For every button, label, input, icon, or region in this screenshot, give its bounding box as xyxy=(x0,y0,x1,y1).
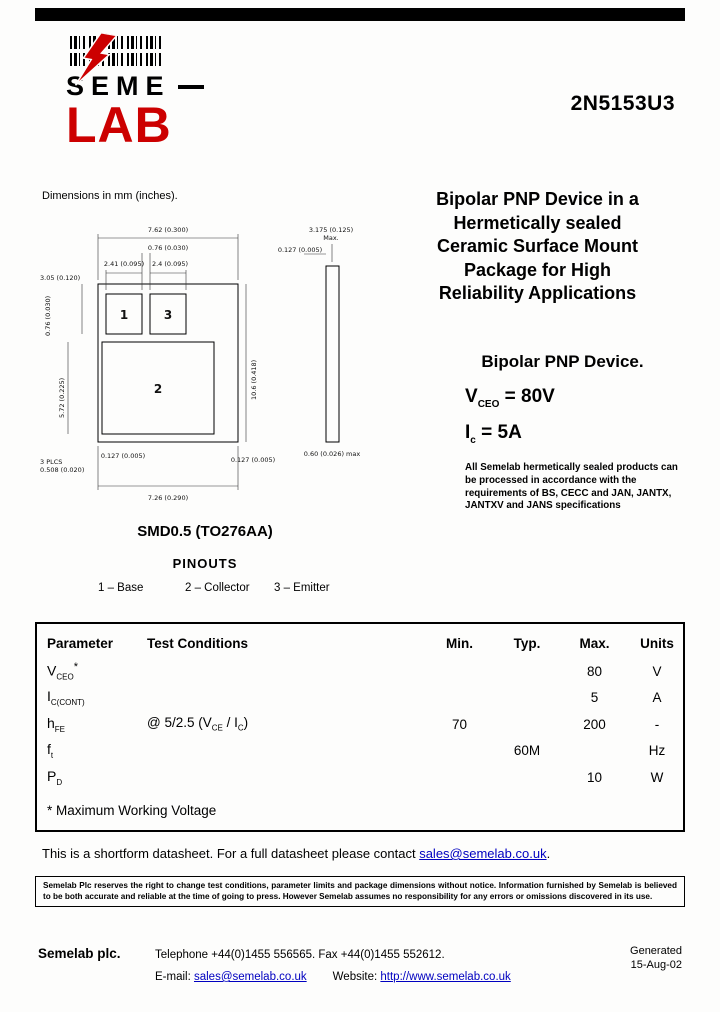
spec-vceo-value: = 80V xyxy=(504,386,555,407)
param-cell xyxy=(37,764,137,791)
doc-title-line: Reliability Applications xyxy=(438,283,637,303)
part-number: 2N5153U3 xyxy=(570,92,675,115)
col-header-conditions: Test Conditions xyxy=(147,635,248,651)
param-superscript: * xyxy=(73,661,78,674)
footer-email-label: E-mail: xyxy=(155,971,194,983)
conditions-cell xyxy=(137,711,427,738)
param-subscript: t xyxy=(50,751,54,761)
footer-company: Semelab plc. xyxy=(38,946,121,961)
condition-subscript: C xyxy=(237,724,244,734)
pad3-label: 3 xyxy=(163,308,173,322)
table-header-row xyxy=(37,628,687,658)
table-row xyxy=(37,764,687,791)
col-header-typ: Typ. xyxy=(513,635,541,651)
param-symbol: h xyxy=(47,714,55,731)
qualification-note: All Semelab hermetically sealed products can be processed in accordance with the requirements of BS, CECC and JAN, JANTX, JANTXV and JANS specifications xyxy=(465,462,678,512)
spec-ic-symbol: I xyxy=(465,422,471,443)
package-drawing xyxy=(38,206,368,508)
generated-date: 15-Aug-02 xyxy=(630,959,682,971)
max-cell: 80 xyxy=(586,663,603,679)
param-symbol: V xyxy=(47,662,57,679)
footer-phone: Telephone +44(0)1455 556565. Fax +44(0)1455 552612. xyxy=(155,949,445,961)
dim-label: 5.72 (0.225) xyxy=(58,377,66,418)
typ-cell xyxy=(492,711,562,738)
dim-label: 2.41 (0.095) xyxy=(103,260,145,268)
pad-labels xyxy=(120,308,172,396)
typ-cell xyxy=(492,658,562,685)
param-cell xyxy=(37,685,137,712)
logo-lab: LAB xyxy=(66,97,172,153)
dimensions-note: Dimensions in mm (inches). xyxy=(42,190,178,202)
drawing-outlines xyxy=(98,266,339,442)
pad1-label: 1 xyxy=(119,308,129,322)
table-row xyxy=(37,711,687,738)
dim-label: 0.60 (0.026) max xyxy=(303,450,361,458)
logo-rule xyxy=(178,85,204,89)
spec-vceo xyxy=(465,386,555,410)
pad2-label: 2 xyxy=(153,382,163,396)
dim-label: 3.05 (0.120) xyxy=(40,274,81,282)
package-name: SMD0.5 (TO276AA) xyxy=(137,523,273,540)
dim-label: 10.6 (0.418) xyxy=(250,359,258,400)
dimension-labels xyxy=(40,226,360,502)
doc-title-line: Ceramic Surface Mount xyxy=(436,236,639,256)
units-cell: - xyxy=(654,716,660,732)
doc-title-line: Hermetically sealed xyxy=(453,212,622,233)
spec-vceo-symbol: V xyxy=(465,386,478,407)
conditions-cell xyxy=(137,738,427,765)
col-header-min: Min. xyxy=(446,635,473,651)
dim-label: 0.76 (0.030) xyxy=(44,295,52,336)
parameter-table xyxy=(37,628,687,791)
pinout-emitter: 3 – Emitter xyxy=(274,582,330,594)
sales-email-link[interactable]: sales@semelab.co.uk xyxy=(419,846,547,861)
generated-stamp xyxy=(630,944,682,972)
dim-label: 2.4 (0.095) xyxy=(151,260,189,268)
condition-text: / I xyxy=(222,715,238,731)
dim-label: 3.175 (0.125) xyxy=(308,226,354,234)
footer-website-link[interactable]: http://www.semelab.co.uk xyxy=(380,971,511,983)
table-row xyxy=(37,685,687,712)
max-cell xyxy=(562,738,627,765)
dim-label: 7.26 (0.290) xyxy=(147,494,189,502)
dim-label: 0.127 (0.005) xyxy=(230,456,276,464)
footer-links xyxy=(155,971,511,983)
max-cell: 200 xyxy=(583,716,606,732)
doc-title-line: Bipolar PNP Device in a xyxy=(436,189,639,209)
top-rule xyxy=(35,8,685,21)
table-footnote: * Maximum Working Voltage xyxy=(47,802,217,818)
param-cell xyxy=(37,738,137,765)
max-cell: 10 xyxy=(586,769,603,785)
param-cell xyxy=(37,711,137,738)
param-subscript: FE xyxy=(54,724,66,734)
min-cell xyxy=(427,764,492,791)
col-header-max: Max. xyxy=(579,635,610,651)
conditions-cell xyxy=(137,685,427,712)
dim-label: 0.127 (0.005) xyxy=(100,452,146,460)
table-row xyxy=(37,658,687,685)
generated-label: Generated xyxy=(630,945,682,957)
units-cell: V xyxy=(652,663,662,679)
condition-text: ) xyxy=(243,715,249,731)
dim-label: 0.76 (0.030) xyxy=(147,244,189,252)
min-cell xyxy=(427,658,492,685)
condition-text: @ 5/2.5 (V xyxy=(147,715,212,731)
param-subscript: C(CONT) xyxy=(50,698,85,708)
conditions-cell xyxy=(137,658,427,685)
logo-seme: SEME xyxy=(66,71,171,101)
min-cell: 70 xyxy=(451,716,468,732)
min-cell xyxy=(427,738,492,765)
min-cell xyxy=(427,685,492,712)
spec-ic-subscript: c xyxy=(470,434,476,446)
param-symbol: P xyxy=(47,767,57,784)
footer-email-link[interactable]: sales@semelab.co.uk xyxy=(193,971,307,983)
typ-cell xyxy=(492,764,562,791)
doc-title-line: Package for High xyxy=(463,259,612,280)
dim-label: 7.62 (0.300) xyxy=(147,226,189,234)
conditions-cell xyxy=(137,764,427,791)
semelab-logo xyxy=(66,36,226,153)
param-subscript: CEO xyxy=(56,672,74,682)
footer-website-label: Website: xyxy=(332,971,381,983)
dim-label: Max. xyxy=(323,234,339,242)
dim-label: 0.127 (0.005) xyxy=(277,246,323,254)
units-cell: A xyxy=(652,690,662,706)
max-cell: 5 xyxy=(590,690,599,706)
pinout-collector: 2 – Collector xyxy=(185,582,250,594)
disclaimer: Semelab Plc reserves the right to change test conditions, parameter limits and package dimensions without notice. Information furnished by Semelab is believed to be both accurate and reliable at the time of going to press. However Semelab assumes no responsibility for any errors or omissions discovered in its use. xyxy=(35,876,685,907)
units-cell: W xyxy=(650,769,664,785)
spec-ic-value: = 5A xyxy=(481,422,522,443)
units-cell: Hz xyxy=(648,743,666,759)
device-subtitle: Bipolar PNP Device. xyxy=(481,352,644,371)
param-cell xyxy=(37,658,137,685)
doc-title xyxy=(385,188,690,306)
pinouts-title: PINOUTS xyxy=(172,556,238,571)
spec-vceo-subscript: CEO xyxy=(477,398,500,410)
param-symbol: I xyxy=(47,688,51,705)
contact-text: . xyxy=(546,846,551,861)
contact-text: This is a shortform datasheet. For a full datasheet please contact xyxy=(42,846,420,861)
side-view-outline xyxy=(326,266,339,442)
dim-label: 0.508 (0.020) xyxy=(40,466,85,474)
param-symbol: f xyxy=(47,741,51,758)
table-row xyxy=(37,738,687,765)
typ-cell: 60M xyxy=(513,743,541,759)
condition-subscript: CE xyxy=(211,724,223,734)
dim-label: 3 PLCS xyxy=(40,458,63,466)
param-subscript: D xyxy=(56,777,63,787)
spec-ic xyxy=(465,422,522,446)
col-header-parameter: Parameter xyxy=(47,635,114,651)
col-header-units: Units xyxy=(640,635,674,651)
typ-cell xyxy=(492,685,562,712)
parameter-table-box xyxy=(35,622,685,832)
contact-line xyxy=(42,846,550,861)
pinout-base: 1 – Base xyxy=(98,582,144,594)
